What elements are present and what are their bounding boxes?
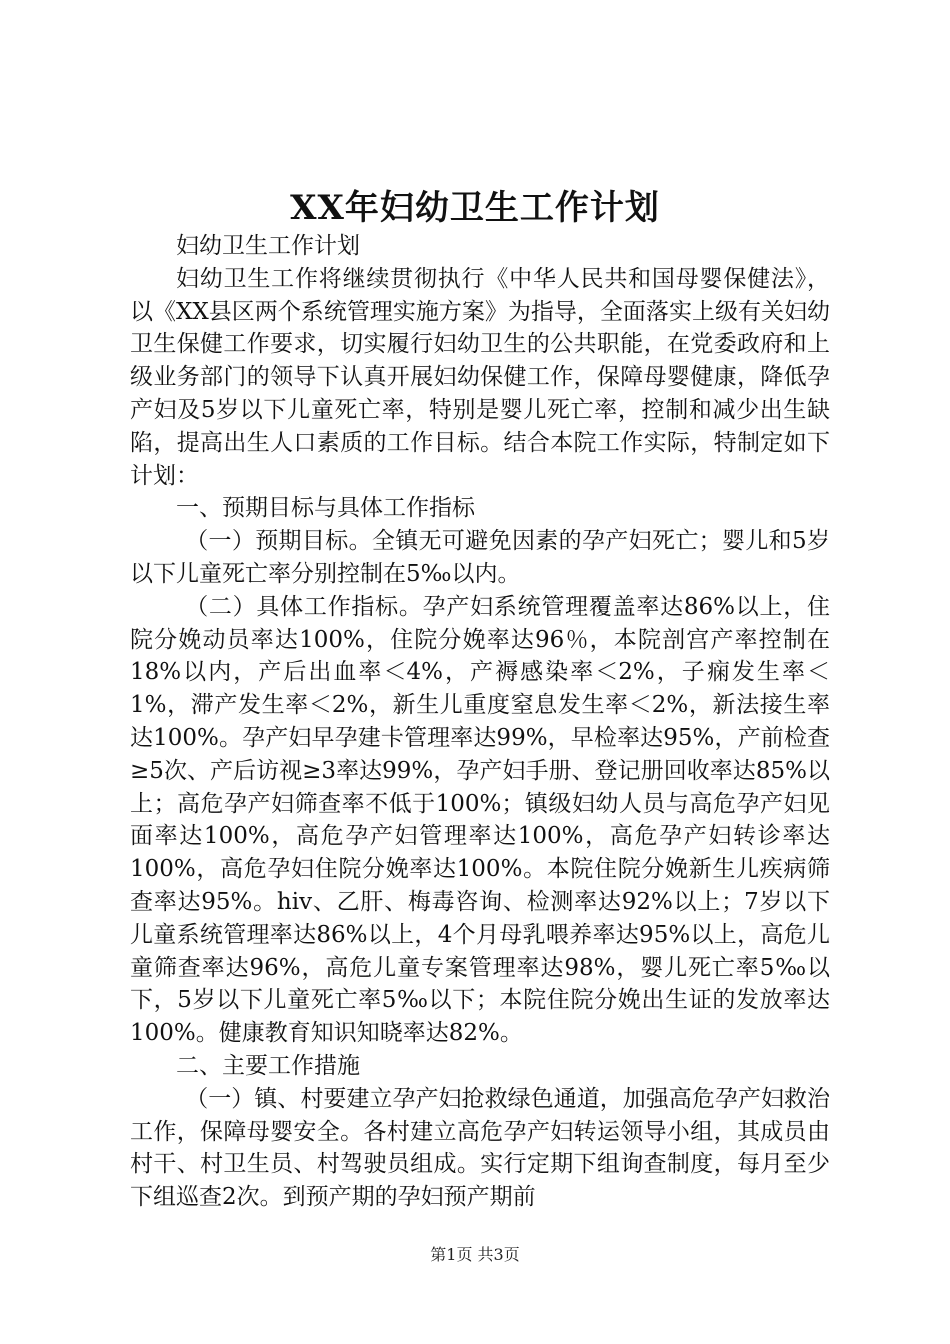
document-title: XX年妇幼卫生工作计划	[290, 188, 660, 228]
section-heading-measures: 二、主要工作措施	[176, 1052, 360, 1079]
paragraph-intro: 妇幼卫生工作将继续贯彻执行《中华人民共和国母婴保健法》，以《XX县区两个系统管理实施方案》为指导，全面落实上级有关妇幼卫生保健工作要求，切实履行妇幼卫生的公共职能，在党委政府和上级业务部门的领导下认真开展妇幼保健工作，保障母婴健康，降低孕产妇及5岁以下儿童死亡率，特别是婴儿死亡率，控制和减少出生缺陷，提高出生人口素质的工作目标。结合本院工作实际，特制定如下计划：	[130, 265, 830, 489]
page-footer: 第1页 共3页	[430, 1245, 520, 1264]
paragraph-heading: 妇幼卫生工作计划	[176, 233, 360, 259]
paragraph-measure-one: （一）镇、村要建立孕产妇抢救绿色通道，加强高危孕产妇救治工作，保障母婴安全。各村建立高危孕产妇转运领导小组，其成员由村干、村卫生员、村驾驶员组成。实行定期下组询查制度，每月至少下组巡查2次。到预产期的孕妇预产期前	[130, 1085, 830, 1211]
section-heading-goals: 一、预期目标与具体工作指标	[176, 495, 475, 522]
paragraph-expected-goals: （一）预期目标。全镇无可避免因素的孕产妇死亡；婴儿和5岁以下儿童死亡率分别控制在5‰以内。	[130, 528, 830, 587]
document-body	[130, 230, 830, 1214]
paragraph-work-indicators: （二）具体工作指标。孕产妇系统管理覆盖率达86%以上，住院分娩动员率达100%，住院分娩率达96％，本院剖宫产率控制在18%以内，产后出血率＜4%，产褥感染率＜2%，子痫发生率＜1%，滞产发生率＜2%，新生儿重度窒息发生率＜2%，新法接生率达100%。孕产妇早孕建卡管理率达99%，早检率达95%，产前检查≥5次、产后访视≥3率达99%，孕产妇手册、登记册回收率达85%以上；高危孕产妇筛查率不低于100%；镇级妇幼人员与高危孕产妇见面率达100%，高危孕产妇管理率达100%，高危孕产妇转诊率达100%，高危孕妇住院分娩率达100%。本院住院分娩新生儿疾病筛查率达95%。hiv、乙肝、梅毒咨询、检测率达92%以上；7岁以下儿童系统管理率达86%以上，4个月母乳喂养率达95%以上，高危儿童筛查率达96%，高危儿童专案管理率达98%，婴儿死亡率5‰以下，5岁以下儿童死亡率5‰以下；本院住院分娩出生证的发放率达100%。健康教育知识知晓率达82%。	[130, 593, 830, 1047]
